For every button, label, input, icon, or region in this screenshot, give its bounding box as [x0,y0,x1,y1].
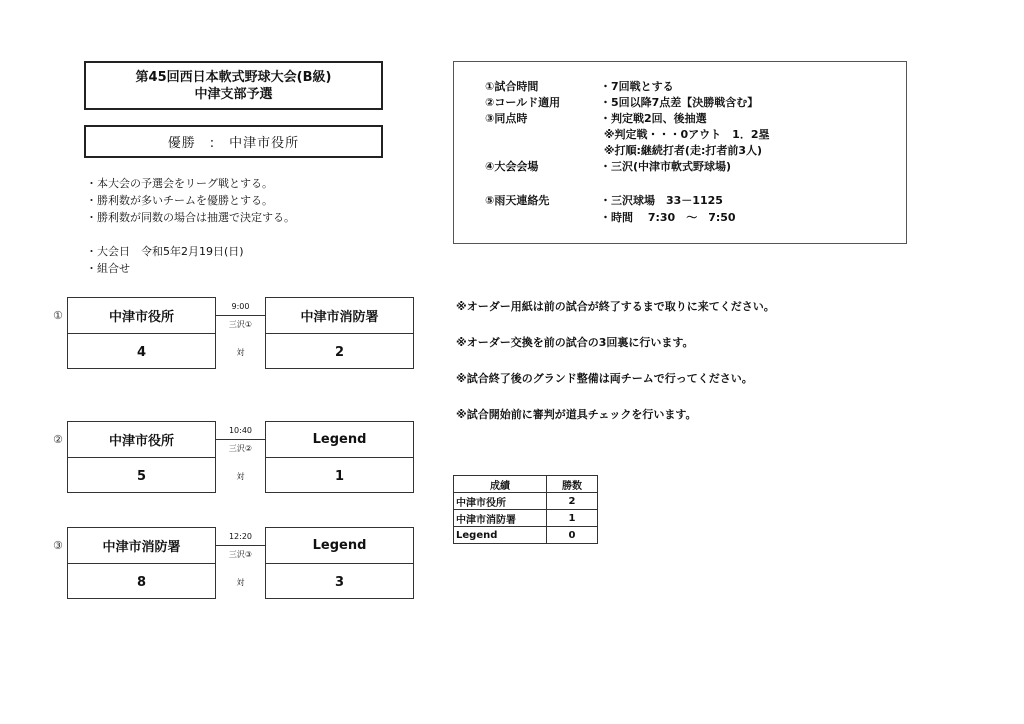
away-team-name: Legend [266,422,413,458]
away-team-box [265,527,414,599]
table-row [454,493,598,510]
header-results: 成績 [454,476,547,493]
rule-spacer [86,226,295,243]
winner-box [84,125,383,158]
home-team-box [67,527,216,599]
match-time: 10:40 [228,426,253,435]
away-team-box [265,421,414,493]
game-info-box [453,61,907,244]
away-team-score: 3 [334,574,345,590]
away-team-score: 1 [334,468,345,484]
info-label: ②コールド適用 [485,96,561,109]
info-value: ・7回戦とする [600,80,674,93]
versus-label: 対 [236,348,245,357]
info-label: ④大会会場 [485,160,539,173]
header-wins: 勝数 [547,476,598,493]
wins-cell: 2 [547,493,598,510]
home-team-score: 8 [136,574,147,590]
match-number: ③ [53,539,63,552]
match-number: ① [53,309,63,322]
standings-table [453,475,598,544]
tournament-title: 第45回西日本軟式野球大会(B級) [135,69,332,85]
pairings-label: ・組合せ [86,262,130,275]
rules-list [86,175,295,277]
notes-list [456,298,775,442]
home-team-name: 中津市消防署 [68,528,215,564]
info-value: ※判定戦・・・0アウト 1．2塁 [600,128,770,141]
team-cell: 中津市消防署 [454,510,547,527]
info-label: ③同点時 [485,112,528,125]
info-value: ・5回以降7点差【決勝戦含む】 [600,96,759,109]
event-date: ・大会日 令和5年2月19日(日) [86,245,244,258]
info-value: ・時間 7:30 ～ 7:50 [600,211,736,224]
info-label: ⑤雨天連絡先 [485,194,550,207]
away-team-name: Legend [266,528,413,564]
match-field: 三沢② [228,444,253,453]
match-field: 三沢③ [228,550,253,559]
rule-item: ・勝利数が同数の場合は抽選で決定する。 [86,211,295,224]
connector-line [216,545,265,546]
info-label: ①試合時間 [485,80,539,93]
match-time: 12:20 [228,532,253,541]
home-team-score: 4 [136,344,147,360]
info-value: ・判定戦2回、後抽選 [600,112,707,125]
wins-cell: 1 [547,510,598,527]
rule-item: ・本大会の予選会をリーグ戦とする。 [86,177,273,190]
rule-item: ・勝利数が多いチームを優勝とする。 [86,194,273,207]
home-team-box [67,297,216,369]
note-item: ※試合終了後のグランド整備は両チームで行ってください。 [456,372,753,385]
team-cell: 中津市役所 [454,493,547,510]
connector-line [216,439,265,440]
connector-line [216,315,265,316]
winner-text: 優勝 : 中津市役所 [167,136,300,151]
tournament-title-box [84,61,383,110]
home-team-box [67,421,216,493]
home-team-score: 5 [136,468,147,484]
versus-label: 対 [236,472,245,481]
match-number: ② [53,433,63,446]
match-field: 三沢① [228,320,253,329]
home-team-name: 中津市役所 [68,298,215,334]
info-value: ・三沢(中津市軟式野球場) [600,160,732,173]
note-item: ※試合開始前に審判が道具チェックを行います。 [456,408,697,421]
wins-cell: 0 [547,527,598,544]
info-value: ※打順:継続打者(走:打者前3人) [600,144,763,157]
note-item: ※オーダー交換を前の試合の3回裏に行います。 [456,336,694,349]
versus-label: 対 [236,578,245,587]
away-team-name: 中津市消防署 [266,298,413,334]
table-row [454,510,598,527]
standings-header-row [454,476,598,493]
info-value: ・三沢球場 33－1125 [600,194,723,207]
note-item: ※オーダー用紙は前の試合が終了するまで取りに来てください。 [456,300,775,313]
table-row [454,527,598,544]
tournament-subtitle: 中津支部予選 [194,86,273,102]
away-team-score: 2 [334,344,345,360]
home-team-name: 中津市役所 [68,422,215,458]
team-cell: Legend [454,527,547,544]
away-team-box [265,297,414,369]
match-time: 9:00 [231,302,250,311]
